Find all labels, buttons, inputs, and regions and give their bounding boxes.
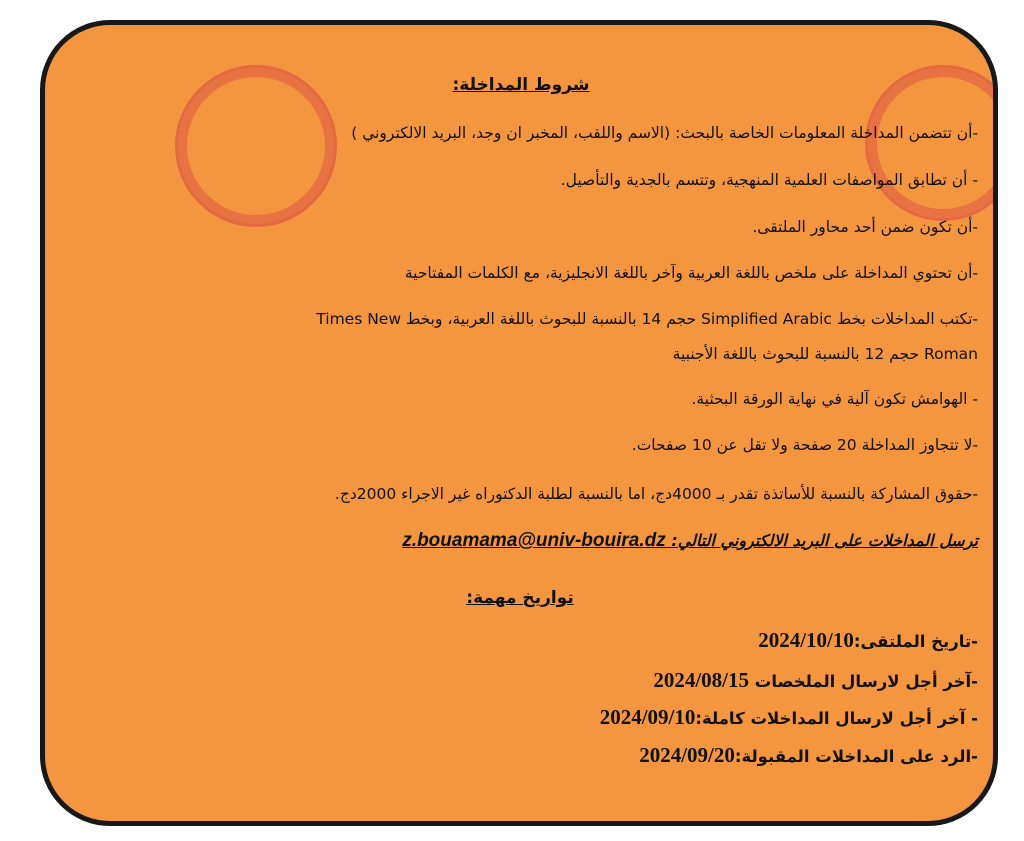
official-stamp-right (865, 65, 998, 221)
condition-item-5-cont: Roman حجم 12 بالنسبة للبحوث باللغة الأجنبية (672, 345, 978, 363)
date-item-2 (653, 668, 978, 693)
submission-line (402, 530, 978, 553)
condition-item-5: -تكتب المداخلات بخط Simplified Arabic حجم 14 بالنسبة للبحوث باللغة العربية، وبخط Times New (316, 310, 978, 328)
condition-item-8: -حقوق المشاركة بالنسبة للأساتذة تقدر بـ 4000دج، اما بالنسبة لطلبة الدكتوراه غير الاجراء 2000دج. (334, 485, 978, 503)
date-label: -تاريخ الملتقى: (853, 632, 978, 651)
date-label: -الرد على المداخلات المقبولة: (734, 747, 978, 766)
condition-item-1: -أن تتضمن المداخلة المعلومات الخاصة بالبحث: (الاسم واللقب، المخبر ان وجد، البريد الالكتروني ) (351, 124, 978, 142)
date-item-1 (758, 628, 978, 653)
date-label: -آخر أجل لارسال الملخصات (754, 672, 978, 691)
date-value: 2024/08/15 (653, 668, 749, 692)
condition-item-4: -أن تحتوي المداخلة على ملخص باللغة العربية وآخر باللغة الانجليزية، مع الكلمات المفتاحية (404, 264, 978, 282)
date-item-3 (600, 705, 978, 730)
condition-item-2: - أن تطابق المواصفات العلمية المنهجية، وتتسم بالجدية والتأصيل. (560, 171, 978, 189)
conditions-heading: شروط المداخلة: (452, 75, 590, 95)
official-stamp-left (175, 65, 337, 227)
date-value: 2024/10/10 (758, 628, 854, 652)
submission-label: ترسل المداخلات على البريد الالكتروني التالي: (671, 531, 978, 550)
date-item-4 (639, 743, 978, 768)
submission-email[interactable]: z.bouamama@univ-bouira.dz (402, 530, 666, 551)
date-label: - آخر أجل لارسال المداخلات كاملة: (695, 709, 978, 728)
condition-item-7: -لا تتجاوز المداخلة 20 صفحة ولا تقل عن 10 صفحات. (631, 436, 978, 454)
dates-heading: تواريخ مهمة: (466, 588, 574, 608)
date-value: 2024/09/10 (599, 705, 696, 729)
condition-item-3: -أن تكون ضمن أحد محاور الملتقى. (752, 218, 978, 236)
condition-item-6: - الهوامش تكون آلية في نهاية الورقة البحثية. (691, 390, 978, 408)
date-value: 2024/09/20 (639, 743, 735, 767)
